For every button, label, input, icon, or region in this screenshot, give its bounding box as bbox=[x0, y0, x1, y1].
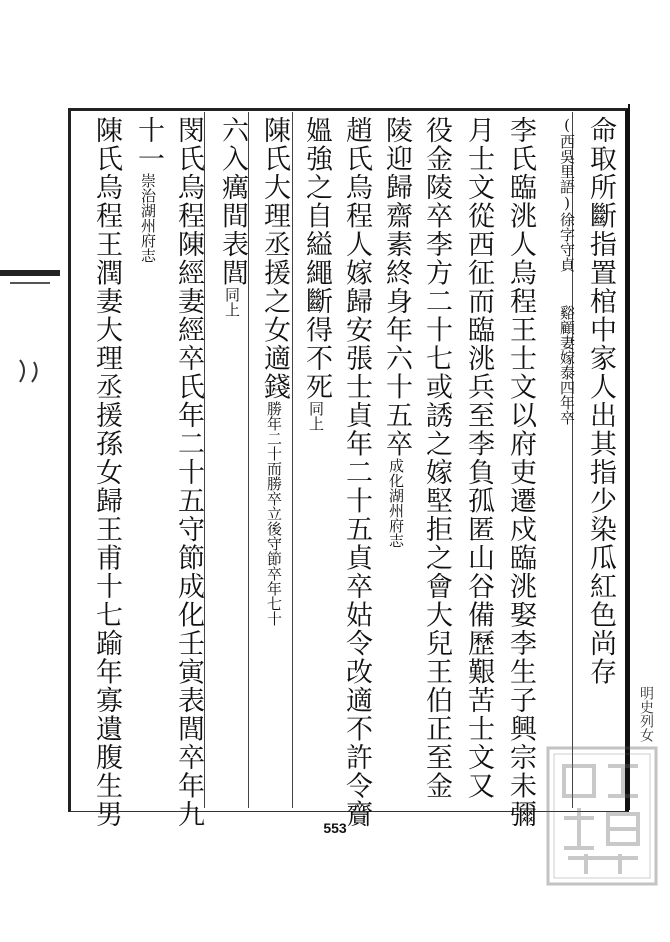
text-column-7 bbox=[336, 116, 376, 829]
column-note: 崇治湖州府志 bbox=[139, 173, 157, 263]
column-text: 月士文從西征而臨洮兵至李負孤匿山谷備歷艱苦士文又 bbox=[463, 116, 494, 800]
column-note: 勝年二十而勝卒立後守節卒年七十 bbox=[265, 401, 283, 626]
text-column-6 bbox=[376, 116, 416, 806]
text-column-5 bbox=[416, 116, 456, 806]
column-note: 同上 bbox=[223, 287, 241, 317]
column-text: 陳氏烏程王潤妻大理丞援孫女歸王甫十七踰年寡遺腹生男 bbox=[91, 116, 122, 829]
column-text: 媼強之自縊繩斷得不死 bbox=[301, 116, 332, 401]
margin-note-text: 明史列女 bbox=[638, 686, 654, 742]
column-note: 同上 bbox=[307, 401, 325, 431]
column-text: 六入癘間表閭 bbox=[217, 116, 248, 287]
column-note: (西吳里語)徐字守貞 谿顧妻嫁泰四年卒 bbox=[558, 116, 576, 425]
page-number: 553 bbox=[323, 820, 347, 836]
text-column-4 bbox=[458, 116, 498, 806]
adjacent-page-edge bbox=[0, 190, 66, 450]
column-text: 十一 bbox=[133, 116, 164, 173]
text-column-13 bbox=[86, 116, 126, 829]
column-text: 陵迎歸齋素終身年六十五卒 bbox=[381, 116, 412, 458]
text-column-10 bbox=[212, 116, 252, 806]
column-text: 陳氏大理丞援之女適錢 bbox=[259, 116, 290, 401]
column-text: 趙氏烏程人嫁歸安張士貞年二十五貞卒姑令改適不許令齎 bbox=[341, 116, 372, 829]
text-column-11 bbox=[168, 116, 208, 829]
text-column-9 bbox=[254, 116, 294, 806]
column-text: 命取所斷指置棺中家人出其指少染瓜紅色尚存 bbox=[585, 116, 616, 686]
text-column-12 bbox=[128, 116, 168, 806]
column-text: 李氏臨洮人烏程王士文以府吏遷戍臨洮娶李生子興宗未彌 bbox=[505, 116, 536, 829]
column-note: 成化湖州府志 bbox=[387, 458, 405, 548]
column-text: 閔氏烏程陳經妻經卒氏年二十五守節成化壬寅表閭卒年九 bbox=[173, 116, 204, 829]
text-column-8 bbox=[296, 116, 336, 806]
text-column-3 bbox=[500, 116, 540, 829]
library-seal bbox=[546, 746, 658, 886]
text-column-2-note bbox=[540, 116, 576, 806]
column-text: 役金陵卒李方二十七或誘之嫁堅拒之會大兒王伯正至金 bbox=[421, 116, 452, 800]
text-column-1 bbox=[580, 116, 620, 806]
